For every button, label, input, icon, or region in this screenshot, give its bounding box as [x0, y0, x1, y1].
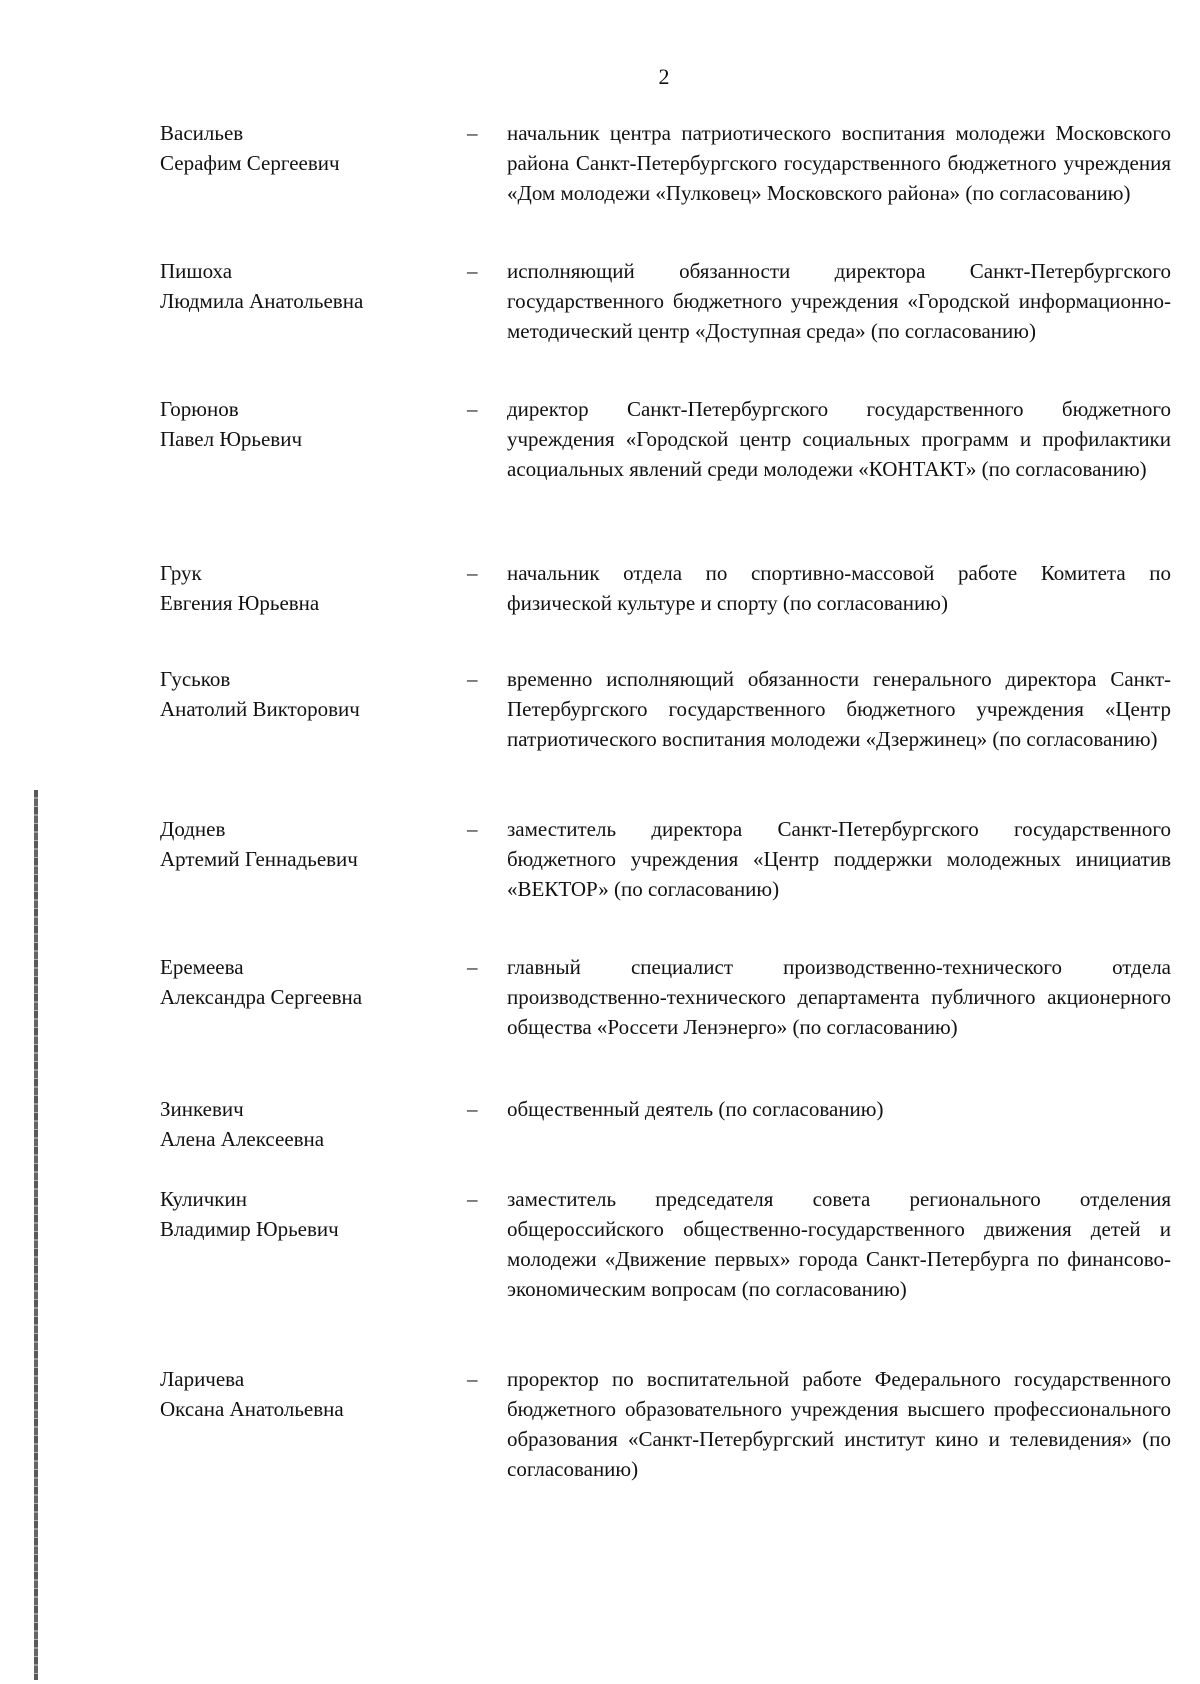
member-surname: Гуськов [160, 667, 231, 691]
dash-separator: – [467, 121, 478, 145]
dash-separator: – [467, 561, 478, 585]
dash-separator: – [467, 667, 478, 691]
member-given-name: Артемий Геннадьевич [160, 847, 358, 871]
member-position: проректор по воспитательной работе Федерального государственного бюджетного образовательного учреждения высшего профессионального образования «Санкт-Петербургский институт кино и телевидения» (по согласованию) [507, 1367, 1171, 1481]
dash-separator: – [467, 955, 478, 979]
member-given-name: Людмила Анатольевна [160, 289, 364, 313]
member-surname: Горюнов [160, 397, 239, 421]
member-surname: Васильев [160, 121, 244, 145]
member-name [160, 558, 460, 618]
member-surname: Грук [160, 561, 202, 585]
member-position: общественный деятель (по согласованию) [507, 1097, 884, 1121]
dash-separator: – [467, 1097, 478, 1121]
member-given-name: Евгения Юрьевна [160, 591, 320, 615]
member-name [160, 664, 460, 724]
member-surname: Еремеева [160, 955, 244, 979]
member-given-name: Александра Сергеевна [160, 985, 363, 1009]
dash-separator: – [467, 1367, 478, 1391]
scan-edge-artifact [34, 790, 38, 1680]
member-name [160, 952, 460, 1012]
member-position: исполняющий обязанности директора Санкт-Петербургского государственного бюджетного учреждения «Городской информационно-методический центр «Доступная среда» (по согласованию) [507, 259, 1171, 343]
dash-separator: – [467, 817, 478, 841]
member-name [160, 814, 460, 874]
member-given-name: Анатолий Викторович [160, 697, 360, 721]
member-name [160, 1364, 460, 1424]
member-given-name: Павел Юрьевич [160, 427, 303, 451]
member-name [160, 1094, 460, 1154]
member-given-name: Серафим Сергеевич [160, 151, 340, 175]
member-name [160, 256, 460, 316]
member-position: начальник центра патриотического воспитания молодежи Московского района Санкт-Петербургского государственного бюджетного учреждения «Дом молодежи «Пулковец» Московского района» (по согласованию) [507, 121, 1171, 205]
member-position: заместитель директора Санкт-Петербургского государственного бюджетного учреждения «Центр поддержки молодежных инициатив «ВЕКТОР» (по согласованию) [507, 817, 1171, 901]
member-surname: Доднев [160, 817, 226, 841]
member-position: заместитель председателя совета регионального отделения общероссийского общественно-государственного движения детей и молодежи «Движение первых» города Санкт-Петербурга по финансово-экономическим вопросам (по согласованию) [507, 1187, 1171, 1301]
member-name [160, 1184, 460, 1244]
member-given-name: Алена Алексеевна [160, 1127, 325, 1151]
member-surname: Ларичева [160, 1367, 245, 1391]
member-surname: Пишоха [160, 259, 233, 283]
member-surname: Зинкевич [160, 1097, 244, 1121]
member-position: директор Санкт-Петербургского государственного бюджетного учреждения «Городской центр социальных программ и профилактики асоциальных явлений среди молодежи «КОНТАКТ» (по согласованию) [507, 397, 1171, 481]
member-position: главный специалист производственно-технического отдела производственно-технического департамента публичного акционерного общества «Россети Ленэнерго» (по согласованию) [507, 955, 1171, 1039]
dash-separator: – [467, 259, 478, 283]
dash-separator: – [467, 397, 478, 421]
dash-separator: – [467, 1187, 478, 1211]
member-position: временно исполняющий обязанности генерального директора Санкт-Петербургского государственного бюджетного учреждения «Центр патриотического воспитания молодежи «Дзержинец» (по согласованию) [507, 667, 1171, 751]
member-position: начальник отдела по спортивно-массовой работе Комитета по физической культуре и спорту (по согласованию) [507, 561, 1171, 615]
member-surname: Куличкин [160, 1187, 247, 1211]
member-name [160, 394, 460, 454]
page-number: 2 [658, 64, 670, 89]
member-given-name: Владимир Юрьевич [160, 1217, 339, 1241]
member-name [160, 118, 460, 178]
member-given-name: Оксана Анатольевна [160, 1397, 344, 1421]
